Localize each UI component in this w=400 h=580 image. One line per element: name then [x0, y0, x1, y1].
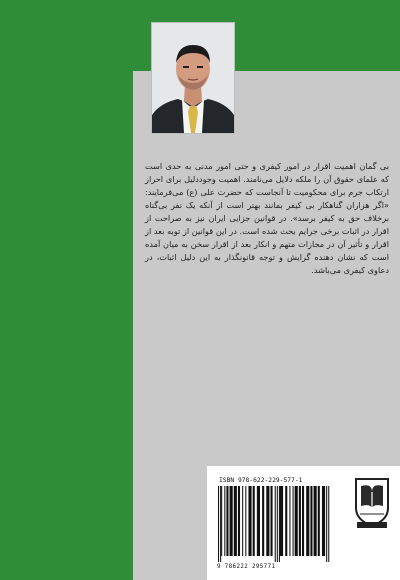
blurb-text: بی گمان اهمیت اقرار در امور کیفری و حتی امور مدنی به حدی است که علمای حقوق آن را ملکه دلایل می‌نامند. اهمیت وجوددلیل برای احراز ارتکاب جرم برای محکومیت تا آنجاست که حضرت علی (ع) می‌فرمایند: «اگر هزاران گناهکار بی کیفر بمانند بهتر است از آنکه یک نفر بی‌گناه برخلاف حق به کیفر برسد». در قوانین جزایی ایران نیز به صراحت از اقرار در اثبات برخی جرایم بحث شده است. در این قوانین از توبه بعد از اقرار و تأثیر آن در مجازات متهم و انکار بعد از اقرار سخن به میان آمده است که نشان دهنده گرایش و توجه قانونگذار به این دلیل اثبات، در دعاوی کیفری می‌باشد. [145, 161, 389, 275]
barcode [216, 486, 342, 562]
isbn-label: ISBN 978-622-229-577-1 [219, 477, 303, 484]
barcode-area [207, 466, 400, 580]
publisher-book-shield-icon [353, 476, 391, 530]
barcode-digits: 9 786222 295771 [217, 564, 276, 570]
author-photo [151, 22, 235, 134]
